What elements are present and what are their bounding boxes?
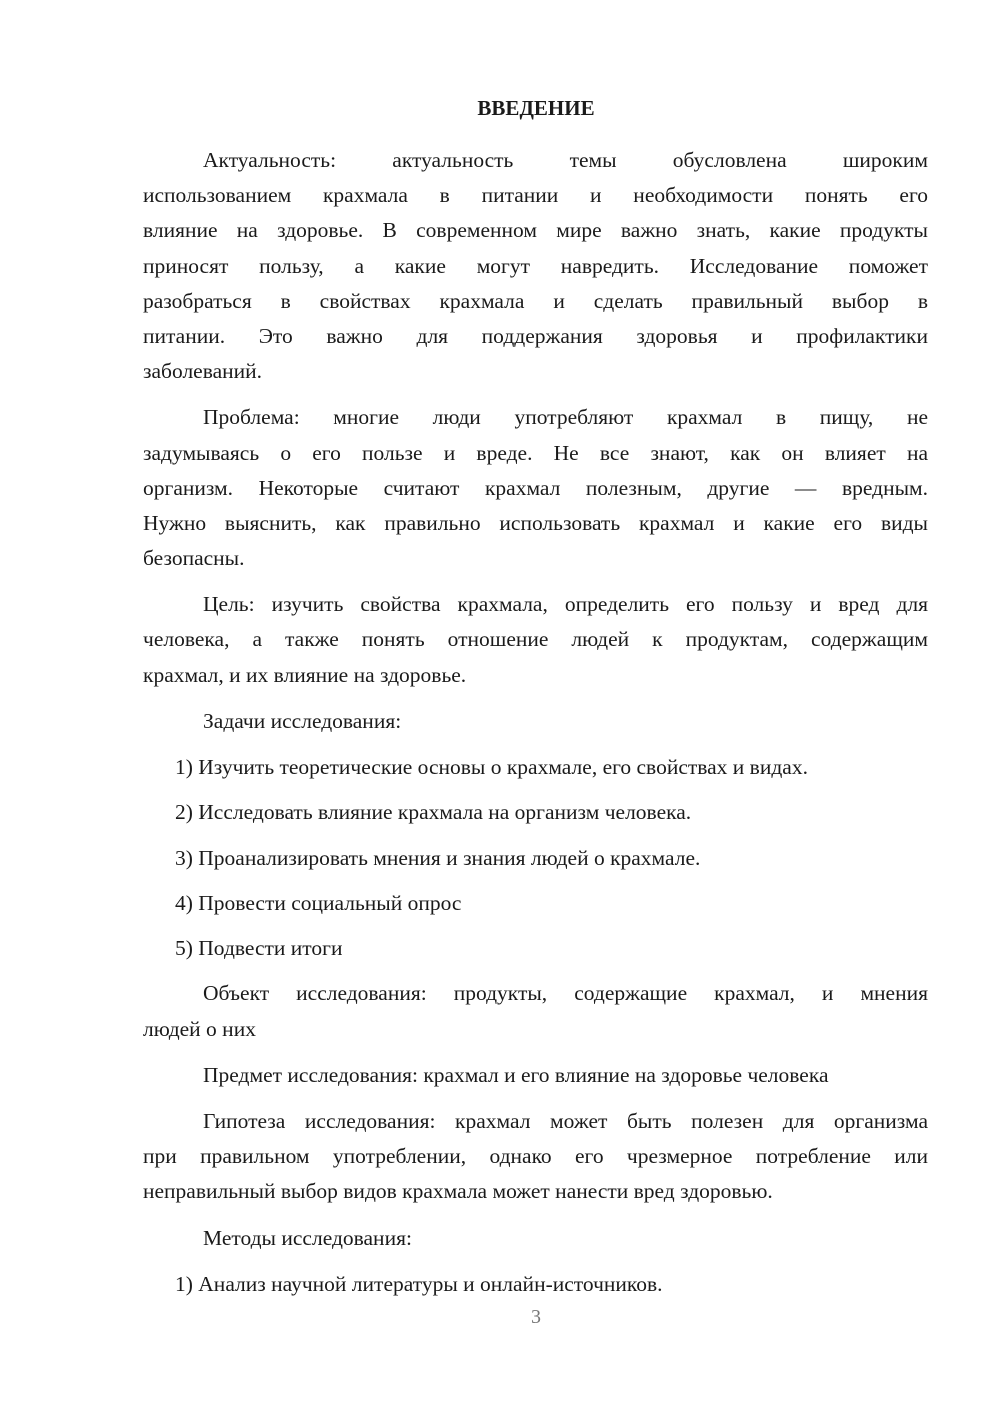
list-item [143,931,928,976]
text-line: приносят пользу, а какие могут навредить. Исследование поможет [143,253,928,278]
text-line: Проблема: многие люди употребляют крахмал в пищу, не [203,405,928,430]
text-line: Гипотеза исследования: крахмал может быть полезен для организма [203,1109,928,1134]
text-line: неправильный выбор видов крахмала может нанести вред здоровью. [143,1179,773,1204]
paragraph [143,976,928,1046]
text-line: крахмал, и их влияние на здоровье. [143,662,467,687]
text-line: безопасны. [143,546,245,571]
text-line: использованием крахмала в питании и необходимости понять его [143,183,928,208]
text-line: Предмет исследования: крахмал и его влияние на здоровье человека [203,1062,829,1087]
text-line: разобраться в свойствах крахмала и сделать правильный выбор в [143,288,928,313]
paragraph [143,143,928,389]
text-line: Объект исследования: продукты, содержащие крахмал, и мнения [203,981,928,1006]
text-line: влияние на здоровье. В современном мире важно знать, какие продукты [143,218,928,243]
list-item [143,750,928,795]
text-line: людей о них [143,1016,256,1041]
document-body [143,143,928,1312]
text-line: Методы исследования: [203,1225,412,1250]
text-line: 4) Провести социальный опрос [175,890,462,915]
text-line: человека, а также понять отношение людей к продуктам, содержащим [143,627,928,652]
text-line: Нужно выяснить, как правильно использовать крахмал и какие его виды [143,510,928,535]
text-line: Задачи исследования: [203,708,402,733]
text-line: 1) Изучить теоретические основы о крахмале, его свойствах и видах. [175,755,808,779]
text-line: организм. Некоторые считают крахмал полезным, другие — вредным. [143,475,928,500]
text-line: питании. Это важно для поддержания здоровья и профилактики [143,323,928,348]
text-line: 1) Анализ научной литературы и онлайн-источников. [175,1271,663,1296]
text-line: Актуальность: актуальность темы обусловлена широким [203,148,928,172]
text-line: 5) Подвести итоги [175,936,343,961]
text-line: 3) Проанализировать мнения и знания людей о крахмале. [175,845,701,870]
list-item [143,886,928,931]
paragraph [143,1058,928,1093]
paragraph [143,400,928,576]
paragraph [143,587,928,693]
text-line: 2) Исследовать влияние крахмала на организм человека. [175,800,692,825]
list-item [143,841,928,886]
text-line: Цель: изучить свойства крахмала, определить его пользу и вред для [203,592,928,617]
paragraph [143,1104,928,1210]
section-title: ВВЕДЕНИЕ [477,96,595,120]
text-line: при правильном употреблении, однако его чрезмерное потребление или [143,1144,928,1169]
paragraph [143,704,928,739]
text-line: задумываясь о его пользе и вреде. Не все знают, как он влияет на [143,440,928,465]
paragraph [143,1221,928,1256]
page-number: 3 [531,1306,541,1328]
text-line: заболеваний. [143,359,263,384]
list-item [143,795,928,840]
